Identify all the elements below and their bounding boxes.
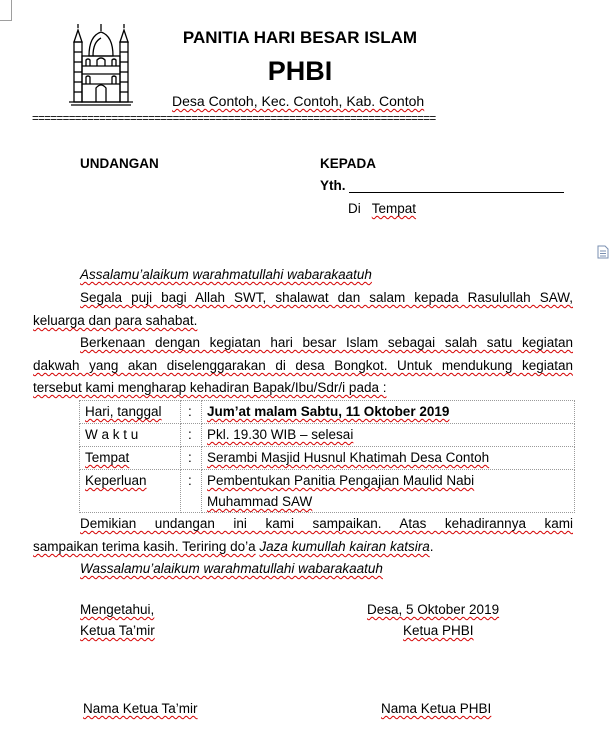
detail-label: Keperluan bbox=[80, 470, 181, 513]
table-row bbox=[80, 470, 575, 513]
closing-line-1 bbox=[80, 516, 573, 531]
detail-value: Pkl. 19.30 WIB – selesai bbox=[202, 424, 575, 447]
paragraph-1-line-1 bbox=[80, 290, 573, 305]
paragraph-1-line-2 bbox=[33, 313, 197, 328]
paragraph-2-line-3 bbox=[33, 380, 386, 395]
header-separator: ================================================================== bbox=[32, 113, 436, 125]
cl2c-text: . bbox=[429, 539, 434, 554]
table-row bbox=[80, 447, 575, 470]
detail-value bbox=[202, 470, 575, 513]
detail-separator: : bbox=[181, 401, 202, 424]
p2l3-text: tersebut kami mengharap kehadiran Bapak/Ibu/Sdr/i pada : bbox=[33, 380, 387, 395]
org-acronym: PHBI bbox=[267, 56, 333, 86]
invitation-label: UNDANGAN bbox=[80, 156, 159, 171]
event-details-table bbox=[79, 400, 575, 513]
closing-line-2 bbox=[33, 539, 433, 554]
sign-left-name: Nama Ketua Ta’mir bbox=[83, 701, 198, 716]
paragraph-2-line-1 bbox=[80, 335, 573, 350]
sign-left-role: Ketua Ta’mir bbox=[80, 623, 155, 638]
sign-right-role: Ketua PHBI bbox=[403, 623, 474, 638]
detail-separator: : bbox=[181, 424, 202, 447]
cl2b-text: Jaza kumullah kairan katsira bbox=[259, 539, 430, 554]
place-line bbox=[348, 201, 416, 216]
detail-separator: : bbox=[181, 470, 202, 513]
value-line-2: Muhammad SAW bbox=[207, 494, 313, 509]
address-text: Desa Contoh, Kec. Contoh, Kab. Contoh bbox=[172, 93, 425, 109]
farewell-text: Wassalamu’alaikum warahmatullahi wabarakaatuh bbox=[80, 561, 383, 576]
p2l1-text: Berkenaan dengan kegiatan hari besar Islam sebagai salah satu kegiatan bbox=[80, 335, 573, 350]
sign-left-top: Mengetahui, bbox=[80, 602, 155, 617]
org-address bbox=[172, 93, 424, 109]
p1l2-text: keluarga dan para sahabat. bbox=[33, 313, 198, 328]
table-row bbox=[80, 401, 575, 424]
mosque-logo-icon bbox=[67, 22, 135, 108]
sign-right-name: Nama Ketua PHBI bbox=[381, 701, 492, 716]
greeting bbox=[80, 267, 372, 282]
recipient-line bbox=[349, 192, 564, 193]
org-title: PANITIA HARI BESAR ISLAM bbox=[182, 28, 418, 47]
p1l1-text: Segala puji bagi Allah SWT, shalawat dan salam kepada Rasulullah SAW, bbox=[80, 290, 573, 305]
detail-label: Tempat bbox=[80, 447, 181, 470]
di-label: Di bbox=[348, 201, 361, 216]
detail-label: W a k t u bbox=[80, 424, 181, 447]
farewell bbox=[80, 561, 383, 576]
detail-separator: : bbox=[181, 447, 202, 470]
document-icon[interactable] bbox=[597, 245, 609, 259]
detail-label: Hari, tanggal bbox=[80, 401, 181, 424]
detail-value: Jum’at malam Sabtu, 11 Oktober 2019 bbox=[202, 401, 575, 424]
place-text: Tempat bbox=[371, 201, 417, 216]
yth-label: Yth. bbox=[320, 178, 346, 193]
cl1-text: Demikian undangan ini kami sampaikan. Atas kehadirannya kami bbox=[80, 516, 573, 531]
page-corner-mark bbox=[0, 0, 12, 21]
greeting-text: Assalamu’alaikum warahmatullahi wabarakaatuh bbox=[80, 267, 372, 282]
cl2a-text: sampaikan terima kasih. Teriring do’a bbox=[33, 539, 256, 554]
sign-right-date: Desa, 5 Oktober 2019 bbox=[367, 602, 500, 617]
value-line-1: Pembentukan Panitia Pengajian Maulid Nabi bbox=[207, 473, 475, 488]
p2l2-text: dakwah yang akan diselenggarakan di desa Bongkot. Untuk mendukung kegiatan bbox=[33, 358, 573, 373]
recipient-label: KEPADA bbox=[320, 156, 377, 171]
paragraph-2-line-2 bbox=[33, 358, 573, 373]
table-row bbox=[80, 424, 575, 447]
detail-value: Serambi Masjid Husnul Khatimah Desa Contoh bbox=[202, 447, 575, 470]
